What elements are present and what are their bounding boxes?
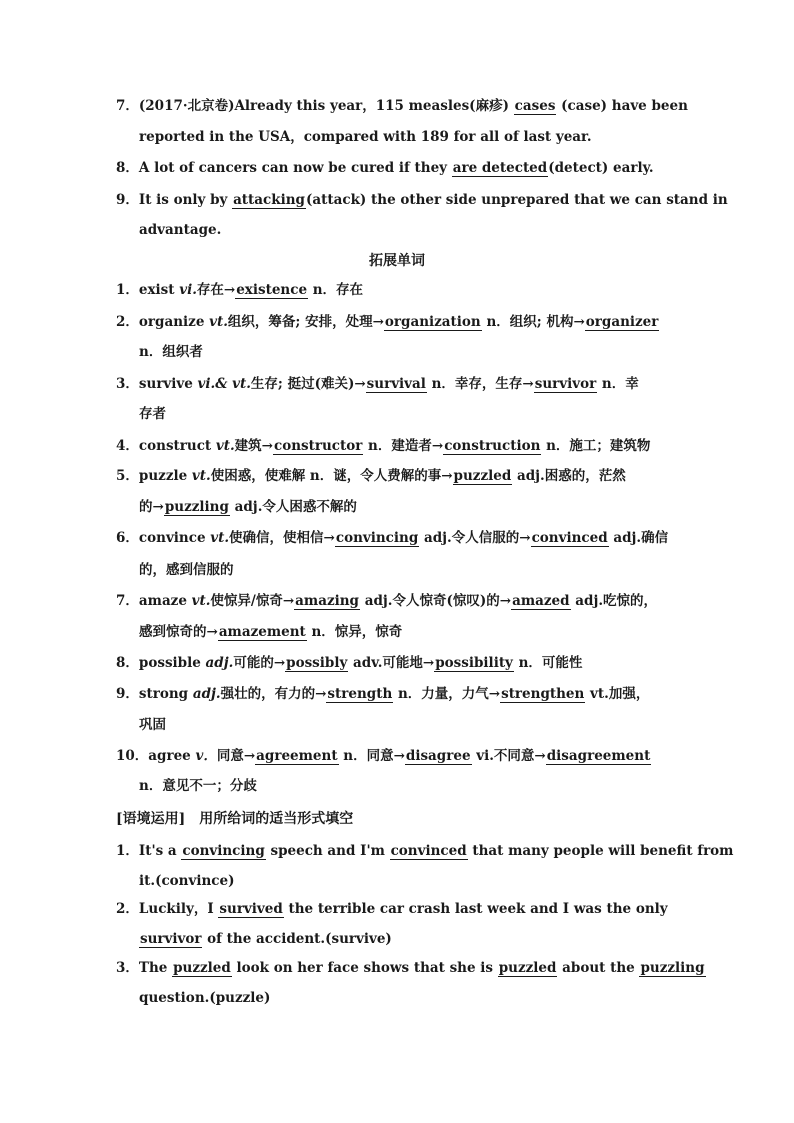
exercise-text: speech and I'm	[265, 843, 390, 859]
part-of-speech: vt.	[210, 530, 230, 546]
part-of-speech: v．	[195, 748, 217, 764]
answer-blank: disagreement	[546, 748, 651, 764]
part-of-speech: vt.	[215, 438, 235, 454]
context-item-3-line1	[116, 959, 706, 977]
answer-blank: construction	[444, 438, 541, 454]
exercise-9-line1	[116, 191, 728, 209]
entry-number: 5．	[116, 468, 139, 484]
entry-text: adj.困惑的，茫然	[512, 468, 626, 484]
exercise-text: (case) have been	[556, 98, 688, 114]
answer-blank: existence	[236, 282, 308, 298]
section-title: 拓展单词	[369, 253, 425, 269]
answer-blank: convinced	[531, 530, 608, 546]
part-of-speech: adj.	[205, 655, 234, 671]
entry-number: 3．	[116, 376, 139, 392]
entry-text: agree	[148, 748, 196, 764]
word-entry-2	[116, 313, 659, 331]
answer-blank: possibility	[435, 655, 513, 671]
answer-blank: possibly	[286, 655, 348, 671]
entry-text: adj.令人信服的→	[419, 530, 531, 546]
word-entry-1	[116, 281, 363, 299]
word-entry-2-cont	[139, 343, 203, 361]
exercise-number: 3．	[116, 960, 139, 976]
entry-text: 的，感到信服的	[139, 562, 234, 578]
entry-text: n．可能性	[513, 655, 583, 671]
exercise-text: the terrible car crash last week and I was the only	[283, 901, 668, 917]
entry-text: adv.可能地→	[348, 655, 435, 671]
word-entry-10-cont	[139, 777, 257, 795]
part-of-speech: vt.	[209, 314, 228, 330]
entry-number: 7．	[116, 593, 139, 609]
entry-text: n．同意→	[338, 748, 405, 764]
entry-text: n．幸存，生存→	[426, 376, 534, 392]
entry-text: n．组织; 机构→	[481, 314, 585, 330]
exercise-text: reported in the USA，compared with 189 for all of last year.	[139, 129, 592, 145]
exercise-number: 8．	[116, 160, 139, 176]
answer-blank: attacking	[233, 192, 305, 208]
exercise-number: 2．	[116, 901, 139, 917]
entry-text: n．施工；建筑物	[541, 438, 651, 454]
exercise-text: A lot of cancers can now be cured if they	[138, 160, 452, 176]
exercise-number: 9．	[116, 192, 139, 208]
entry-number: 1．	[116, 282, 139, 298]
answer-blank: survivor	[534, 376, 597, 392]
answer-blank: puzzling	[640, 960, 705, 976]
entry-text: 感到惊奇的→	[139, 624, 218, 640]
exercise-text: It's a	[138, 843, 182, 859]
entry-text: survive	[138, 376, 198, 392]
entry-text: strong	[138, 686, 193, 702]
entry-text: 组织，筹备; 安排，处理→	[227, 314, 384, 330]
context-item-1-line2	[139, 872, 234, 890]
answer-blank: organization	[384, 314, 481, 330]
answer-blank: survived	[219, 901, 283, 917]
word-entry-4	[116, 437, 650, 455]
part-of-speech: vi.& vt.	[197, 376, 251, 392]
exercise-text: it.(convince)	[139, 873, 235, 889]
entry-number: 6．	[116, 530, 139, 546]
word-entry-8	[116, 654, 582, 672]
entry-text: adj.确信	[608, 530, 669, 546]
exercise-text: (detect) early.	[548, 160, 654, 176]
word-entry-7-cont	[139, 623, 402, 641]
context-heading: [语境运用] 用所给词的适当形式填空	[116, 811, 354, 827]
part-of-speech: vt.	[191, 593, 211, 609]
entry-text: adj.令人困惑不解的	[229, 499, 357, 515]
entry-text: 使确信，使相信→	[229, 530, 335, 546]
word-entry-9	[116, 685, 649, 703]
entry-text: puzzle	[138, 468, 192, 484]
entry-text: amaze	[138, 593, 192, 609]
exercise-text: question.(puzzle)	[139, 990, 271, 1006]
exercise-number: 1．	[116, 843, 139, 859]
answer-blank: agreement	[256, 748, 338, 764]
context-item-2-line2	[139, 930, 392, 948]
entry-text: 存在→	[196, 282, 236, 298]
context-item-2-line1	[116, 900, 668, 918]
entry-text: n．建造者→	[363, 438, 444, 454]
word-entry-6	[116, 529, 668, 547]
entry-text: vi.不同意→	[471, 748, 546, 764]
answer-blank: puzzling	[164, 499, 229, 515]
word-entry-5-cont	[139, 498, 357, 516]
entry-number: 10．	[116, 748, 149, 764]
exercise-8-line1	[116, 159, 654, 177]
answer-blank: convincing	[335, 530, 419, 546]
answer-blank: puzzled	[498, 960, 557, 976]
answer-blank: strength	[327, 686, 393, 702]
exercise-text: look on her face shows that she is	[231, 960, 498, 976]
word-entry-6-cont	[139, 561, 234, 579]
entry-text: n．惊异，惊奇	[306, 624, 403, 640]
exercise-text: Luckily，I	[138, 901, 219, 917]
entry-text: n．组织者	[139, 344, 203, 360]
exercise-text: (attack) the other side unprepared that we can stand in	[306, 192, 728, 208]
exercise-9-line2	[139, 221, 221, 239]
answer-blank: survival	[366, 376, 426, 392]
answer-blank: puzzled	[453, 468, 512, 484]
entry-text: 强壮的，有力的→	[220, 686, 327, 702]
entry-text: 的→	[139, 499, 164, 515]
entry-text: construct	[138, 438, 216, 454]
part-of-speech: vi.	[179, 282, 197, 298]
entry-text: n．存在	[308, 282, 364, 298]
entry-text: adj.令人惊奇(惊叹)的→	[360, 593, 512, 609]
entry-number: 2．	[116, 314, 139, 330]
entry-number: 8．	[116, 655, 139, 671]
answer-blank: cases	[514, 98, 556, 114]
entry-text: organize	[138, 314, 210, 330]
entry-text: n．力量，力气→	[393, 686, 501, 702]
entry-text: exist	[138, 282, 180, 298]
answer-blank: amazing	[295, 593, 360, 609]
context-item-3-line2	[139, 989, 270, 1007]
word-entry-10	[116, 747, 651, 765]
exercise-text: of the accident.(survive)	[202, 931, 392, 947]
entry-number: 9．	[116, 686, 139, 702]
entry-text: possible	[138, 655, 206, 671]
entry-text: 存者	[139, 406, 166, 422]
answer-blank: convincing	[182, 843, 265, 859]
answer-blank: convinced	[390, 843, 467, 859]
part-of-speech: vt.	[191, 468, 211, 484]
entry-text: vt.加强，	[585, 686, 650, 702]
entry-text: 建筑→	[234, 438, 273, 454]
entry-text: convince	[138, 530, 211, 546]
answer-blank: puzzled	[173, 960, 231, 976]
entry-text: n．幸	[597, 376, 639, 392]
entry-text: 使困惑，使难解 n．谜，令人费解的事→	[210, 468, 453, 484]
exercise-text: advantage.	[139, 222, 222, 238]
exercise-7-line1	[116, 97, 688, 115]
exercise-text: The	[138, 960, 173, 976]
exercise-text: It is only by	[138, 192, 233, 208]
entry-text: 同意→	[216, 748, 256, 764]
entry-text: adj.吃惊的，	[570, 593, 658, 609]
part-of-speech: adj.	[192, 686, 221, 702]
answer-blank: survivor	[140, 931, 202, 947]
answer-blank: constructor	[273, 438, 363, 454]
answer-blank: amazed	[512, 593, 570, 609]
answer-blank: organizer	[585, 314, 659, 330]
word-entry-7	[116, 592, 657, 610]
exercise-text: about the	[557, 960, 640, 976]
exercise-text: (2017·北京卷)Already this year，115 measles(麻疹)	[138, 98, 514, 114]
answer-blank: disagree	[405, 748, 471, 764]
word-entry-3	[116, 375, 639, 393]
exercise-number: 7．	[116, 98, 139, 114]
word-entry-3-cont	[139, 405, 166, 423]
entry-text: 生存; 挺过(难关)→	[250, 376, 366, 392]
entry-text: n．意见不一；分歧	[139, 778, 257, 794]
exercise-text: that many people will benefit from	[467, 843, 734, 859]
context-item-1-line1	[116, 842, 733, 860]
answer-blank: are detected	[452, 160, 548, 176]
word-entry-9-cont	[139, 716, 166, 734]
entry-number: 4．	[116, 438, 139, 454]
entry-text: 巩固	[139, 717, 166, 733]
answer-blank: amazement	[218, 624, 306, 640]
exercise-7-line2	[139, 128, 592, 146]
answer-blank: strengthen	[501, 686, 585, 702]
entry-text: 可能的→	[233, 655, 286, 671]
entry-text: 使惊异/惊奇→	[210, 593, 295, 609]
word-entry-5	[116, 467, 626, 485]
